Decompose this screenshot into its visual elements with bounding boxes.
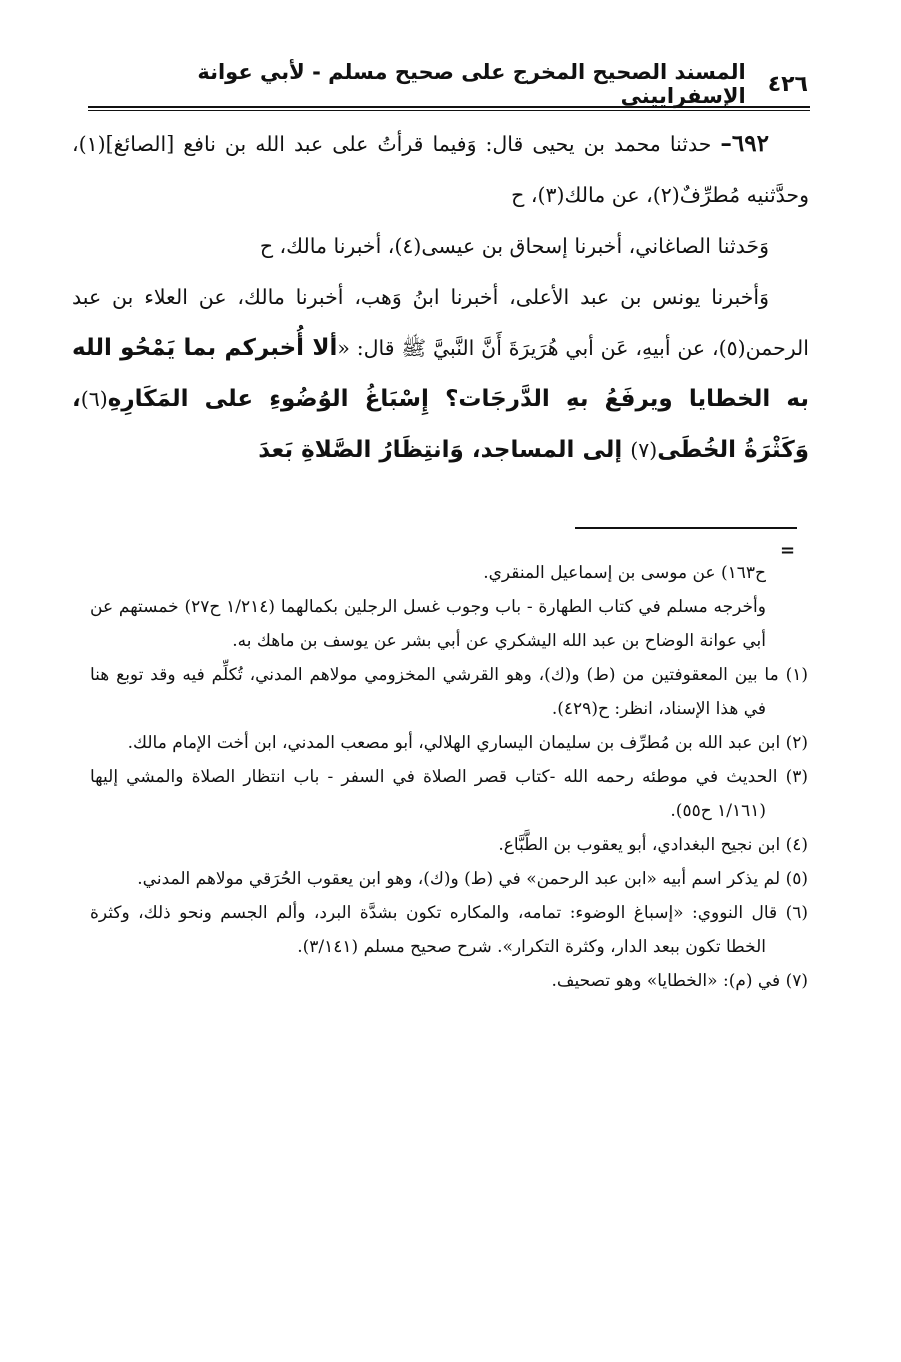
footnote-ref: (٦) [80, 387, 108, 411]
hadith-number: ٦٩٢– [720, 130, 769, 157]
hadith-text [72, 118, 809, 476]
paragraph-text: حدثنا محمد بن يحيى قال: وَفيما قرأتُ على عبد الله بن نافع [الصائغ](١)، وحدَّثنيه مُطرِّفٌ(٢)، عن مالك(٣)، ح [72, 132, 809, 207]
footnote-1: (١) ما بين المعقوفتين من (ط) و(ك)، وهو القرشي المخزومي مولاهم المدني، تُكلِّم فيه وقد توبع هنا في هذا الإسناد، انظر: ح(٤٢٩). [90, 665, 808, 719]
header-rule [88, 106, 810, 108]
hadith-paragraph-2: وَحَدثنا الصاغاني، أخبرنا إسحاق بن عيسى(٤)، أخبرنا مالك، ح [259, 234, 769, 258]
prophetic-text: إلى المساجد، وَانتِظَارُ الصَّلاةِ بَعدَ [258, 437, 631, 463]
prophetic-text: ألا أُخبركم بما يَمْحُو الله به الخطايا ويرفَعُ بهِ الدَّرجَات؟ إِسْبَاغُ الوُضُوءِ على المَكَارِهِ [72, 335, 809, 412]
hadith-paragraph-1 [72, 118, 809, 221]
footnote-3: (٣) الحديث في موطئه رحمه الله -كتاب قصر الصلاة في السفر - باب انتظار الصلاة والمشي إليها (١/١٦١ ح٥٥). [90, 767, 808, 821]
footnote-separator [575, 527, 797, 529]
footnote-2: (٢) ابن عبد الله بن مُطرِّف بن سليمان اليساري الهلالي، أبو مصعب المدني، ابن أخت الإمام مالك. [127, 733, 808, 753]
footnote-5: (٥) لم يذكر اسم أبيه «ابن عبد الرحمن» في (ط) و(ك)، وهو ابن يعقوب الحُرَقي مولاهم المدني. [137, 869, 808, 889]
prophetic-text: ، وَكَثْرَةُ الخُطَى [72, 386, 809, 463]
footnote-ref: (٧) [630, 438, 658, 462]
footnote-continued: وأخرجه مسلم في كتاب الطهارة - باب وجوب غسل الرجلين بكمالهما (١/٢١٤ ح٢٧) خمستهم عن أبي عوانة الوضاح بن عبد الله اليشكري عن أبي بشر عن يوسف بن ماهك به. [90, 597, 766, 651]
continuation-marker: = [780, 540, 796, 561]
hadith-paragraph-3 [72, 272, 809, 476]
running-header [90, 58, 808, 110]
footnote-6: (٦) قال النووي: «إسباغ الوضوء: تمامه، والمكاره تكون بشدَّة البرد، وألم الجسم ونحو ذلك، وكثرة الخطا تكون ببعد الدار، وكثرة التكرار». شرح صحيح مسلم (٣/١٤١). [90, 903, 808, 957]
footnotes [90, 556, 808, 998]
running-title: المسند الصحيح المخرج على صحيح مسلم - لأبي عوانة الإسفراييني [197, 60, 746, 108]
footnote-4: (٤) ابن نجيح البغدادي، أبو يعقوب بن الطَّبَّاع. [498, 835, 808, 855]
footnote-continued: ح١٦٣) عن موسى بن إسماعيل المنقري. [483, 563, 766, 583]
paragraph-text: وَأخبرنا يونس بن عبد الأعلى، أخبرنا ابنُ وَهب، أخبرنا مالك، عن العلاء بن عبد الرحمن(٥)، عن أبيهِ، عَن أبي هُرَيرَةَ أَنَّ النَّبيَّ ﷺ قال: « [72, 285, 809, 360]
footnote-7: (٧) في (م): «الخطايا» وهو تصحيف. [551, 971, 808, 991]
page-number: ٤٢٦ [767, 71, 808, 97]
header-rule-thin [88, 110, 810, 111]
